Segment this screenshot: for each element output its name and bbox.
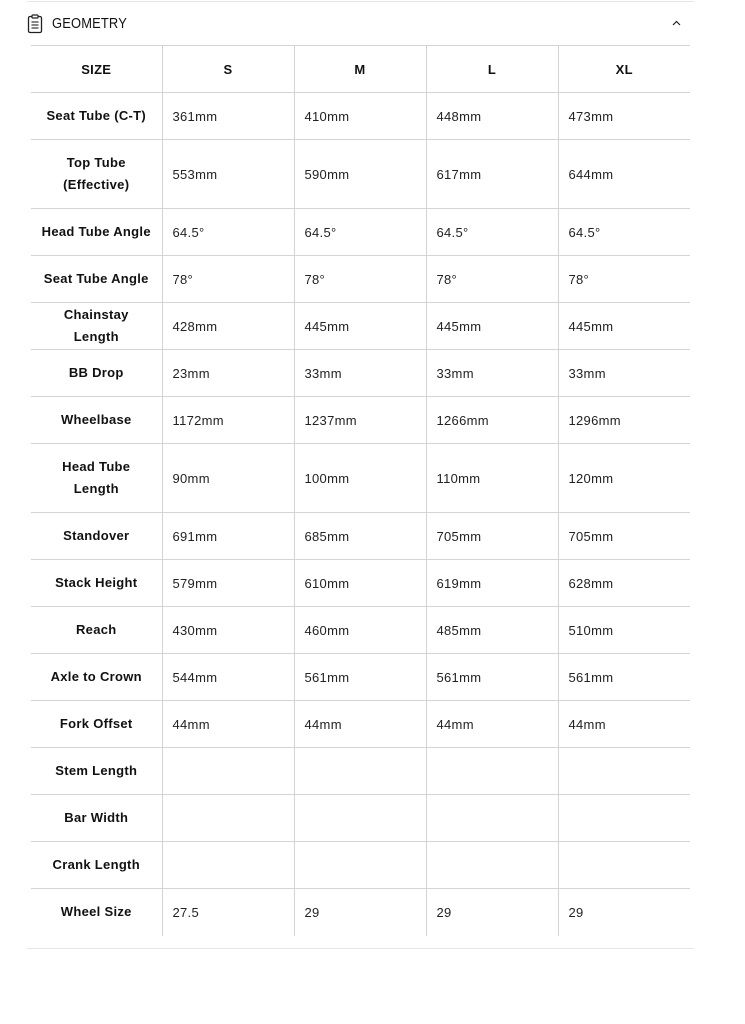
row-label: Head Tube Length — [31, 444, 162, 513]
table-cell: 448mm — [426, 93, 558, 140]
table-cell: 705mm — [426, 513, 558, 560]
table-cell: 78° — [294, 256, 426, 303]
table-cell — [426, 842, 558, 889]
table-cell: 44mm — [426, 701, 558, 748]
table-cell: 473mm — [558, 93, 690, 140]
row-label: Stack Height — [31, 560, 162, 607]
table-cell: 44mm — [294, 701, 426, 748]
table-cell: 78° — [162, 256, 294, 303]
table-cell — [426, 748, 558, 795]
table-cell: 628mm — [558, 560, 690, 607]
table-row — [31, 256, 690, 303]
table-cell: 619mm — [426, 560, 558, 607]
table-cell — [162, 842, 294, 889]
row-label: Seat Tube Angle — [31, 256, 162, 303]
column-header-l: L — [426, 46, 558, 93]
table-cell — [162, 748, 294, 795]
geometry-table — [31, 45, 690, 936]
table-cell: 705mm — [558, 513, 690, 560]
table-cell: 561mm — [294, 654, 426, 701]
table-cell: 110mm — [426, 444, 558, 513]
table-row — [31, 303, 690, 350]
table-row — [31, 513, 690, 560]
table-cell: 685mm — [294, 513, 426, 560]
row-label: Wheel Size — [31, 889, 162, 936]
table-cell: 33mm — [426, 350, 558, 397]
table-cell: 78° — [558, 256, 690, 303]
row-label: Reach — [31, 607, 162, 654]
table-cell: 44mm — [558, 701, 690, 748]
document-icon — [27, 14, 43, 34]
row-label: Seat Tube (C-T) — [31, 93, 162, 140]
table-cell: 100mm — [294, 444, 426, 513]
geometry-accordion-toggle[interactable] — [27, 2, 694, 45]
column-header-xl: XL — [558, 46, 690, 93]
table-cell: 553mm — [162, 140, 294, 209]
table-cell: 544mm — [162, 654, 294, 701]
table-cell: 1266mm — [426, 397, 558, 444]
table-cell: 33mm — [558, 350, 690, 397]
table-cell — [162, 795, 294, 842]
table-cell: 691mm — [162, 513, 294, 560]
table-cell: 29 — [426, 889, 558, 936]
table-cell: 27.5 — [162, 889, 294, 936]
table-cell: 1237mm — [294, 397, 426, 444]
table-row — [31, 795, 690, 842]
table-cell: 44mm — [162, 701, 294, 748]
row-label: Top Tube (Effective) — [31, 140, 162, 209]
table-row — [31, 350, 690, 397]
column-header-m: M — [294, 46, 426, 93]
table-cell: 90mm — [162, 444, 294, 513]
table-cell: 410mm — [294, 93, 426, 140]
table-cell: 579mm — [162, 560, 294, 607]
table-cell: 64.5° — [162, 209, 294, 256]
table-cell: 561mm — [558, 654, 690, 701]
table-cell: 64.5° — [558, 209, 690, 256]
table-cell: 64.5° — [294, 209, 426, 256]
table-cell: 445mm — [426, 303, 558, 350]
table-cell: 510mm — [558, 607, 690, 654]
table-cell: 561mm — [426, 654, 558, 701]
table-cell: 361mm — [162, 93, 294, 140]
chevron-up-icon[interactable] — [671, 18, 682, 29]
row-label: Stem Length — [31, 748, 162, 795]
table-row — [31, 93, 690, 140]
row-label: Wheelbase — [31, 397, 162, 444]
table-header-row — [31, 46, 690, 93]
table-row — [31, 842, 690, 889]
table-cell: 64.5° — [426, 209, 558, 256]
column-header-s: S — [162, 46, 294, 93]
table-cell: 33mm — [294, 350, 426, 397]
table-cell: 1296mm — [558, 397, 690, 444]
table-row — [31, 654, 690, 701]
table-cell: 23mm — [162, 350, 294, 397]
table-cell: 29 — [294, 889, 426, 936]
table-cell — [294, 795, 426, 842]
table-cell: 460mm — [294, 607, 426, 654]
bottom-divider — [27, 948, 694, 949]
table-row — [31, 607, 690, 654]
row-label: Crank Length — [31, 842, 162, 889]
row-label: Bar Width — [31, 795, 162, 842]
table-cell: 617mm — [426, 140, 558, 209]
table-cell — [426, 795, 558, 842]
row-label: BB Drop — [31, 350, 162, 397]
table-row — [31, 397, 690, 444]
table-cell — [558, 748, 690, 795]
table-row — [31, 560, 690, 607]
table-row — [31, 889, 690, 936]
row-label: Axle to Crown — [31, 654, 162, 701]
column-header-size: SIZE — [31, 46, 162, 93]
table-row — [31, 444, 690, 513]
table-cell: 29 — [558, 889, 690, 936]
table-cell — [294, 748, 426, 795]
table-cell — [558, 795, 690, 842]
table-row — [31, 748, 690, 795]
table-cell: 428mm — [162, 303, 294, 350]
table-row — [31, 209, 690, 256]
row-label: Fork Offset — [31, 701, 162, 748]
table-cell: 1172mm — [162, 397, 294, 444]
section-title: GEOMETRY — [52, 15, 127, 32]
row-label: Head Tube Angle — [31, 209, 162, 256]
table-cell: 644mm — [558, 140, 690, 209]
table-cell: 610mm — [294, 560, 426, 607]
table-cell: 445mm — [558, 303, 690, 350]
row-label: Standover — [31, 513, 162, 560]
table-cell: 485mm — [426, 607, 558, 654]
table-cell — [558, 842, 690, 889]
table-cell: 120mm — [558, 444, 690, 513]
table-row — [31, 701, 690, 748]
table-row — [31, 140, 690, 209]
row-label: Chainstay Length — [31, 303, 162, 350]
table-cell — [294, 842, 426, 889]
table-cell: 445mm — [294, 303, 426, 350]
table-cell: 78° — [426, 256, 558, 303]
table-cell: 430mm — [162, 607, 294, 654]
table-cell: 590mm — [294, 140, 426, 209]
